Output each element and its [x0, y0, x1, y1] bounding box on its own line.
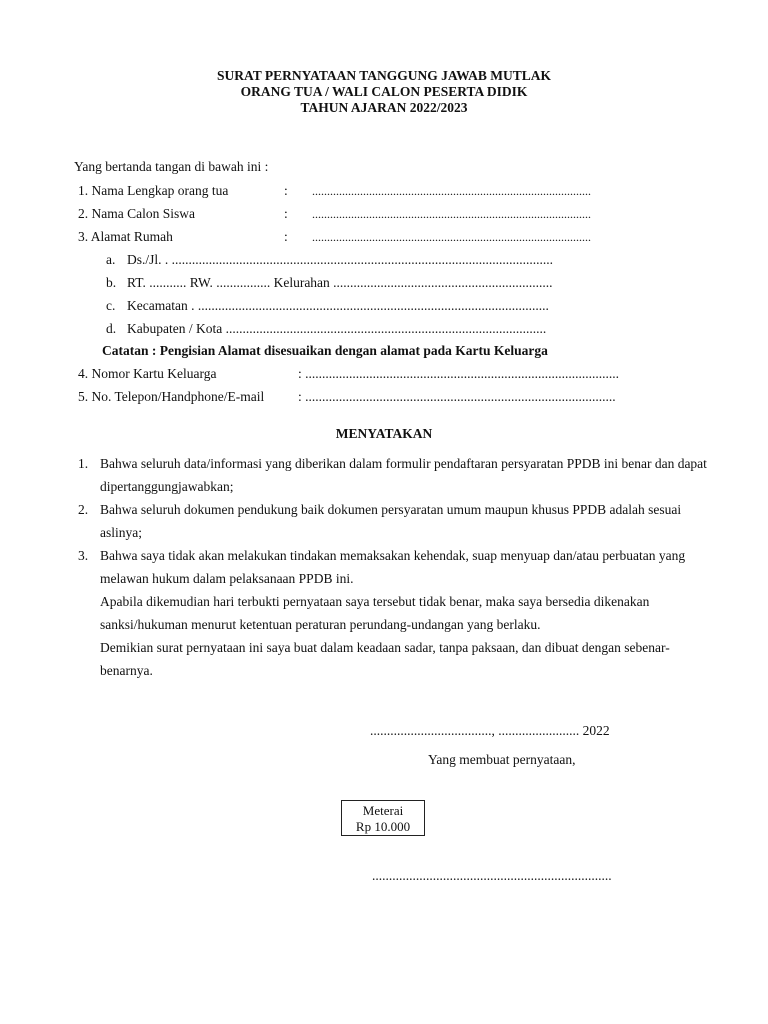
field-address-colon: :	[284, 229, 288, 244]
field-family-card-label: 4. Nomor Kartu Keluarga	[78, 366, 217, 381]
field-address-label: 3. Alamat Rumah	[78, 229, 173, 244]
title-line-1: SURAT PERNYATAAN TANGGUNG JAWAB MUTLAK	[216, 68, 552, 83]
field-parent-name-dots[interactable]: .............................................................................................	[312, 184, 591, 198]
statement-2-number: 2.	[78, 502, 89, 517]
statement-1-number: 1.	[78, 456, 89, 471]
statement-3-number: 3.	[78, 548, 89, 563]
date-line[interactable]: ...................................., ........................ 2022	[370, 723, 610, 738]
field-student-name-colon: :	[284, 206, 288, 221]
statement-1-text: Bahwa seluruh data/informasi yang diberikan dalam formulir pendaftaran persyaratan PPDB ini benar dan dapat dipertanggungjawabkan;	[100, 456, 707, 494]
field-parent-name-colon: :	[284, 183, 288, 198]
declare-heading: MENYATAKAN	[335, 426, 433, 441]
address-a-letter: a.	[106, 252, 116, 267]
address-street[interactable]: Ds./Jl. . .................................................................................................................	[127, 252, 554, 267]
address-b-letter: b.	[106, 275, 117, 290]
field-student-name-dots[interactable]: .............................................................................................	[312, 207, 591, 221]
title-line-2: ORANG TUA / WALI CALON PESERTA DIDIK	[240, 84, 528, 99]
signature-line[interactable]: .......................................................................	[372, 868, 612, 883]
address-d-letter: d.	[106, 321, 117, 336]
statement-2-text: Bahwa seluruh dokumen pendukung baik dokumen persyaratan umum maupun khusus PPDB adalah sesuai aslinya;	[100, 502, 682, 540]
meterai-stamp-box	[341, 800, 425, 836]
field-contact-dots[interactable]: : ............................................................................................	[298, 389, 616, 404]
address-kecamatan[interactable]: Kecamatan . ........................................................................................................	[127, 298, 549, 313]
address-c-letter: c.	[106, 298, 116, 313]
address-kabupaten[interactable]: Kabupaten / Kota ...............................................................................................	[127, 321, 547, 336]
field-student-name-label: 2. Nama Calon Siswa	[78, 206, 195, 221]
title-line-3: TAHUN AJARAN 2022/2023	[300, 100, 468, 115]
address-rt-rw[interactable]: RT. ........... RW. ................ Kelurahan .................................................................	[127, 275, 553, 290]
signer-caption: Yang membuat pernyataan,	[428, 752, 576, 767]
meterai-label: Meterai	[362, 803, 404, 818]
field-parent-name-label: 1. Nama Lengkap orang tua	[78, 183, 229, 198]
field-contact-label: 5. No. Telepon/Handphone/E-mail	[78, 389, 265, 404]
meterai-amount: Rp 10.000	[355, 819, 411, 834]
closing-paragraph-2: Demikian surat pernyataan ini saya buat dalam keadaan sadar, tanpa paksaan, dan dibuat dengan sebenar-benarnya.	[100, 640, 670, 678]
statement-3-text: Bahwa saya tidak akan melakukan tindakan memaksakan kehendak, suap menyuap dan/atau perbuatan yang melawan hukum dalam pelaksanaan PPDB ini.	[100, 548, 686, 586]
closing-paragraph-1: Apabila dikemudian hari terbukti pernyataan saya tersebut tidak benar, maka saya bersedia dikenakan sanksi/hukuman menurut ketentuan peraturan perundang-undangan yang berlaku.	[100, 594, 650, 632]
field-address-dots[interactable]: .............................................................................................	[312, 230, 591, 244]
field-family-card-dots[interactable]: : .............................................................................................	[298, 366, 620, 381]
intro-text: Yang bertanda tangan di bawah ini :	[74, 159, 269, 174]
address-note: Catatan : Pengisian Alamat disesuaikan dengan alamat pada Kartu Keluarga	[102, 343, 548, 358]
